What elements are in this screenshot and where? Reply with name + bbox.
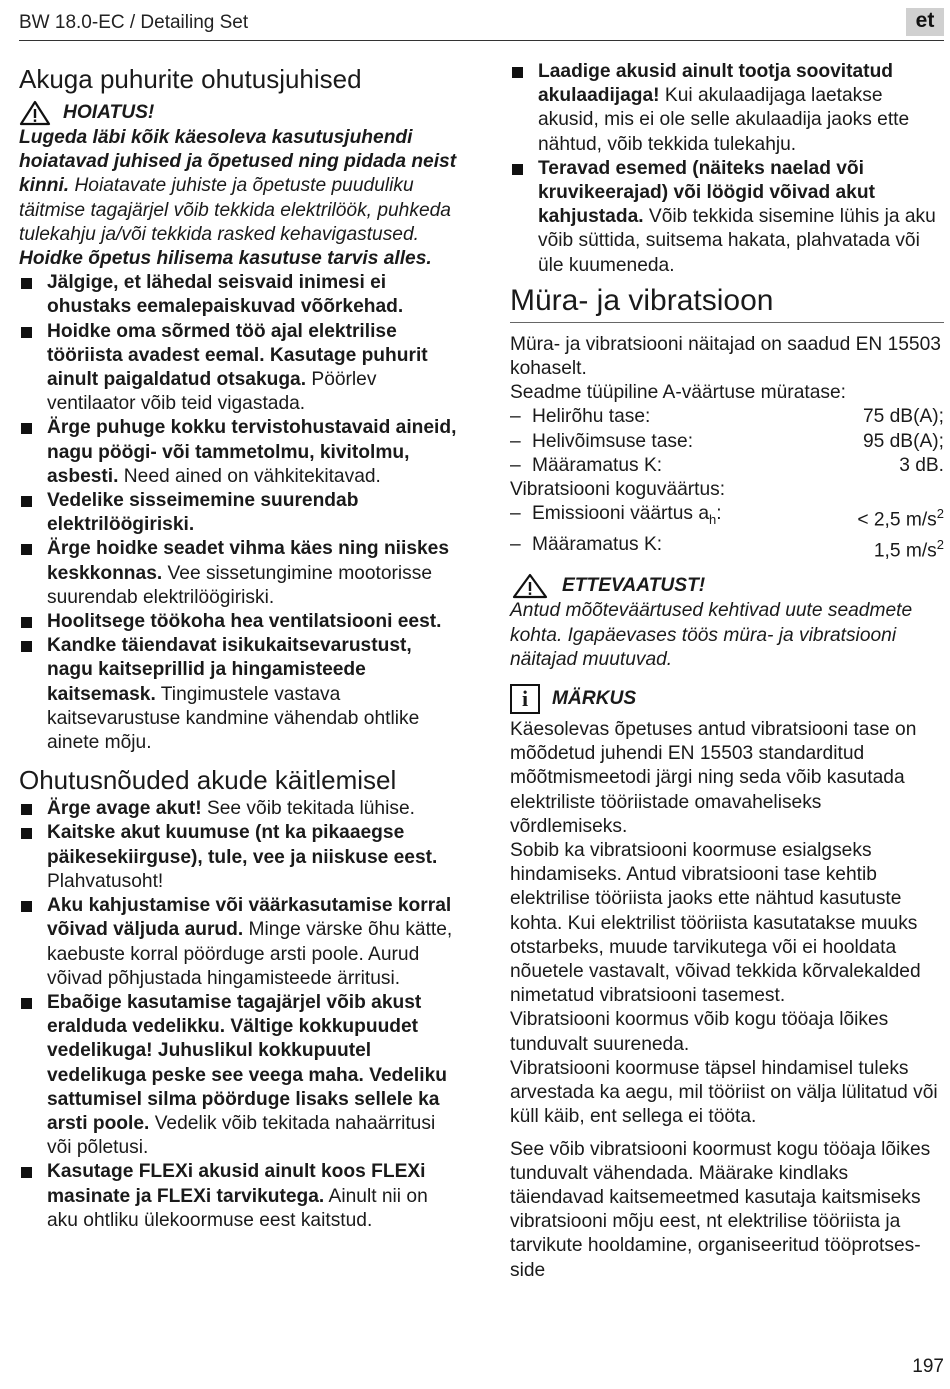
note-paragraph: See võib vibratsiooni koormust kogu tööaja lõikes tunduvalt vähendada. Määrake kindlaks täiendavad kaitsemeetmed kasutaja kaitsmiseks vibratsiooni mõju eest, nt elektrilise tööriista ja tarvikute hooldamine, organiseeritud tööprotses-side (510, 1138, 931, 1281)
noise-label: – Helivõimsuse tase: (510, 430, 693, 454)
info-icon: i (510, 684, 540, 714)
uncertainty-label: – Määramatus K: (510, 533, 662, 564)
noise-row (510, 405, 944, 429)
bullet-bold: Kaitske akut kuumuse (nt ka pikaaegse päikesekiirguse), tule, vee ja niiskuse eest. (47, 822, 438, 868)
bullet-square-icon (512, 164, 523, 175)
list-item (19, 894, 459, 991)
bullet-square-icon (512, 67, 523, 78)
list-item (19, 797, 459, 821)
list-item (19, 1160, 459, 1233)
bullet-text: Tingimustele vastava kaitsevarustuse kandmine vähendab ohtlike ainete mõju. (47, 683, 420, 754)
vibration-title: Vibratsiooni koguväärtus: (510, 479, 726, 501)
bullet-text: See võib tekitada lühise. (201, 798, 415, 820)
right-column (510, 60, 944, 1283)
bullet-square-icon (21, 901, 32, 912)
noise-value: 95 dB(A); (862, 430, 944, 452)
bullet-square-icon (21, 278, 32, 289)
list-item (19, 489, 459, 537)
noise-label: – Helirõhu tase: (510, 405, 650, 429)
bullet-square-icon (21, 828, 32, 839)
bullet-bold: Hoolitsege töökoha hea ventilatsiooni eest. (47, 611, 442, 633)
bullet-bold: Teravad esemed (näiteks naelad või kruvikeerajad) või löögid võivad akut kahjustada. (538, 157, 875, 228)
charger-bullet-list (510, 60, 944, 278)
bullet-bold: Aku kahjustamise või väärkasutamise korral võivad väljuda aurud. (47, 895, 452, 941)
unit-superscript: 2 (936, 506, 944, 522)
section-title-battery: Ohutusnõuded akude käitlemisel (19, 765, 397, 796)
caution-label: ETTEVAATUST! (562, 575, 706, 597)
noise-label: – Määramatus K: (510, 454, 662, 478)
warning-text: Hoiatavate juhiste ja õpetuste puuduliku täitmise tagajärjel võib tekkida elektrilöök, puhkeda tulekahju ja/või tekkida rasked kehavigastused. (19, 175, 451, 245)
noise-intro: Müra- ja vibratsiooni näitajad on saadud EN 15503 kohaselt. (510, 333, 941, 380)
noise-row (510, 430, 944, 454)
note-heading (510, 684, 944, 714)
note-paragraph: Sobib ka vibratsiooni koormuse esialgseks hindamiseks. Antud vibratsiooni tase kehtib elektrilise tööriista jaoks ette nähtud kasutuste kohta. Kui elektrilist tööriista kasutatakse muuks otstarbeks, muude tarvikutega või ei hooldata nõuetele vastavalt, võivad tekkida kõrvalekalded nimetatud vibratsiooni tasemest. (510, 840, 921, 1007)
note-paragraph: Vibratsiooni koormus võib kogu tööaja lõikes tunduvalt suureneda. (510, 1009, 889, 1055)
list-item (19, 320, 459, 417)
note-paragraph: Käesolevas õpetuses antud vibratsiooni tase on mõõdetud juhendi EN 15503 standarditud mõõtmismeetodi järgi ning seda võib kasutada elektriliste tööriistade omavaheliseks võrdlemiseks. (510, 719, 917, 837)
bullet-text: Ainult nii on aku ohtliku ülekoormuse eest kaitstud. (47, 1185, 428, 1231)
note-label: MÄRKUS (552, 687, 637, 709)
list-item (19, 537, 459, 610)
bullet-text: Vee sissetungimine mootorisse suurendab elektrilöögiriski. (47, 562, 433, 608)
bullet-square-icon (21, 804, 32, 815)
language-badge: et (906, 8, 944, 36)
bullet-square-icon (21, 544, 32, 555)
bullet-square-icon (21, 496, 32, 507)
list-item (510, 157, 944, 278)
bullet-bold: Ärge hoidke seadet vihma käes ning niiskes keskkonnas. (47, 538, 450, 584)
list-item (510, 60, 944, 157)
bullet-bold: Kandke täiendavat isikukaitsevarustust, nagu kaitseprillid ja hingamisteede kaitsemask. (47, 635, 412, 705)
section-title-safety: Akuga puhurite ohutusjuhised (19, 64, 362, 94)
bullet-bold: Vedelike sisseimemine suurendab elektrilöögiriski. (47, 490, 359, 536)
bullet-text: Pöörlev ventilaator võib teid vigastada. (47, 369, 377, 415)
noise-value: 3 dB. (899, 454, 944, 476)
noise-value: 75 dB(A); (862, 406, 944, 428)
list-item (19, 271, 459, 319)
bullet-bold: Ärge avage akut! (47, 798, 202, 820)
caution-text: Antud mõõteväärtused kehtivad uute seadmete kohta. Igapäevases töös müra- ja vibratsiooni näitajad muutuvad. (510, 600, 913, 670)
list-item (19, 991, 459, 1160)
emission-subscript: h (709, 512, 717, 528)
bullet-text: Plahvatusoht! (47, 870, 164, 892)
bullet-square-icon (21, 641, 32, 652)
emission-label-text: Emissiooni väärtus a (532, 503, 710, 525)
vibration-row (510, 502, 944, 533)
battery-bullet-list (19, 797, 459, 1233)
list-item (19, 634, 459, 755)
bullet-square-icon (21, 617, 32, 628)
list-item (19, 416, 459, 489)
list-item (19, 610, 459, 634)
warning-paragraph (19, 126, 459, 271)
warning-bold: Lugeda läbi kõik käesoleva kasutusjuhendi hoiatavad juhised ja õpetused ning pidada neist kinni. (19, 127, 457, 197)
bullet-bold: Laadige akusid ainult tootja soovitatud akulaadijaga! (538, 61, 894, 107)
noise-row (510, 454, 944, 478)
bullet-bold: Ebaõige kasutamise tagajärjel võib akust eralduda vedelikku. Vältige kokkupuudet vedelikuga! Juhuslikul kokkupuutel vedelikuga peske see veega maha. Vedeliku sattumisel silma pöörduge lisaks sellele ka arsti poole. (47, 991, 447, 1134)
note-paragraph: Vibratsiooni koormuse täpsel hindamisel tuleks arvestada ka aegu, mil tööriist on välja lülitatud või küll käib, ent sellega ei tööta. (510, 1057, 938, 1128)
emission-label: – Emissiooni väärtus $a_h$: (510, 502, 722, 533)
uncertainty-value (874, 533, 944, 564)
bullet-square-icon (21, 327, 32, 338)
uncertainty-value-text: 1,5 m/s (873, 540, 937, 562)
bullet-text: Need ained on vähkitekitavad. (118, 465, 381, 487)
bullet-bold: Kasutage FLEXi akusid ainult koos FLEXi masinate ja FLEXi tarvikutega. (47, 1161, 426, 1207)
unit-superscript: 2 (936, 536, 944, 552)
header-title: BW 18.0-EC / Detailing Set (19, 12, 249, 33)
caution-heading (510, 573, 944, 599)
bullet-square-icon (21, 423, 32, 434)
vibration-row (510, 533, 944, 564)
noise-intro-2: Seadme tüüpiline A-väärtuse müratase: (510, 382, 846, 404)
warning-triangle-icon (19, 100, 51, 126)
page-number: 197 (912, 1356, 944, 1377)
safety-bullet-list (19, 271, 459, 755)
bullet-bold: Hoidke oma sõrmed töö ajal elektrilise tööriista avadest eemal. Kasutage puhurit ainult paigaldatud otsakuga. (47, 320, 428, 391)
section-title-noise: Müra- ja vibratsioon (510, 284, 944, 323)
bullet-text: Vedelik võib tekitada nahaärritusi või põletusi. (47, 1112, 436, 1159)
warning-bold-2: Hoidke õpetus hilisema kasutuse tarvis alles. (19, 248, 432, 270)
warning-heading (19, 100, 459, 126)
list-item (19, 821, 459, 894)
bullet-square-icon (21, 998, 32, 1009)
bullet-text: Võib tekkida sisemine lühis ja aku võib süttida, suitsema hakata, plahvatada või üle kuumeneda. (538, 206, 936, 276)
bullet-text: Kui akulaadijaga laetakse akusid, mis ei ole selle akulaadija jaoks ette nähtud, võib tekkida tulekahju. (538, 85, 910, 155)
bullet-square-icon (21, 1167, 32, 1178)
emission-value-text: < 2,5 m/s (857, 509, 937, 531)
bullet-bold: Ärge puhuge kokku tervistohustavaid aineid, nagu pöögi- või tammetolmu, kivitolmu, asbesti. (47, 417, 457, 487)
warning-label: HOIATUS! (63, 101, 155, 123)
caution-triangle-icon (510, 573, 550, 599)
bullet-text: Minge värske õhu kätte, kaebuste korral pöörduge arsti poole. Aurud võivad põhjustada hingamisteede ärritusi. (47, 919, 453, 989)
bullet-bold: Jälgige, et lähedal seisvaid inimesi ei ohustaks eemalepaiskuvad võõrkehad. (47, 272, 404, 318)
emission-value (857, 502, 944, 533)
page-header (19, 8, 944, 41)
left-column (19, 60, 459, 1233)
